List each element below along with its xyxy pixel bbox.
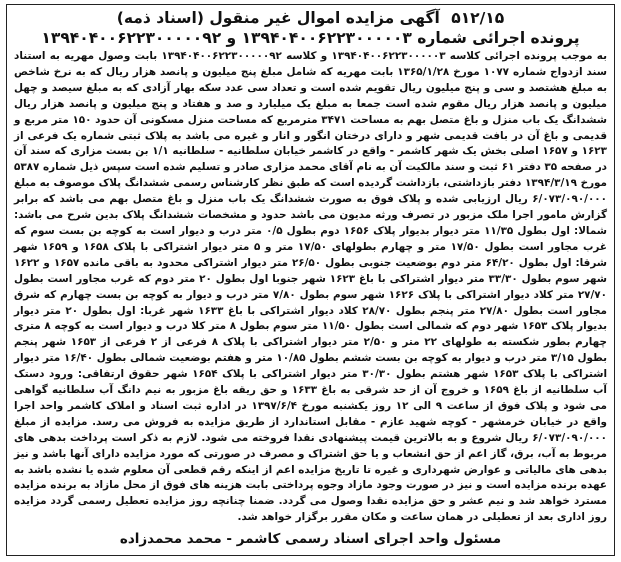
signature-line: مسئول واحد اجرای اسناد رسمی کاشمر - محمد محمدزاده (119, 531, 502, 548)
notice-number: ۵۱۲/۱۵ (451, 9, 505, 27)
notice-heading (14, 8, 607, 28)
notice-body: به موجب پرونده اجرائی کلاسه ۱۳۹۴۰۴۰۰۶۲۲۳۰۰۰۰۰۳ و کلاسه ۱۳۹۴۰۴۰۰۶۲۲۳۰۰۰۰۰۹۲ بابت وصول مهریه به استناد سند ازدواج شماره ۱۰۷۷ مورخ ۱۳۶۵/۱/۲۸ بابت مهریه که شامل مبلغ پنج میلیون و پانصد هزار ریال که به نرخ شاخص به مبلغ هشتصد و سی و پنج میلیون ریال تقویم شده است و تعداد سی عدد سکه بهار آزادی که به مبلغ سیصد و چهل میلیون و پانصد هزار ریال مقوم شده است جمعا به مبلغ یک میلیارد و صد و هفتاد و پنج میلیون و پانصد هزار ریال ششدانگ یک باب منزل و باغ متصل بهم به مساحت ۳۴۷۱ مترمربع که مساحت منزل مسکونی آن حدود ۱۵۰ متر مربع و قدیمی و باغ آن در بافت قدیمی شهر و دارای درختان انگور و انار و غیره می باشد به پلاک ثبتی شماره یک فرعی از ۱۶۲۳ و ۱۶۵۷ اصلی بخش یک شهر کاشمر - واقع در کاشمر خیابان سلطانیه - سلطانیه ۱/۱ بن بست مزاری که سند آن در صفحه ۳۵ دفتر ۶۱ ثبت و سند مالکیت آن به نام آقای محمد مزاری صادر و تسلیم شده است سپس ذیل شماره ۵۳۸۷ مورخ ۱۳۹۴/۳/۱۹ دفتر بازداشتی، بازداشت گردیده است که طبق نظر کارشناس رسمی ششدانگ پلاک موصوف به مبلغ ۶/۰۷۳/۰۹۰/۰۰۰ ریال ارزیابی شده و پلاک فوق به صورت ششدانگ یک باب منزل و باغ متصل بهم می باشد که برابر گزارش مامور اجرا ملک مزبور در تصرف ورثه مدیون می باشد حدود و مشخصات ششدانگ پلاک بدین شرح می باشد: شمالا: اول بطول ۱۱/۳۵ متر دیوار بدیوار پلاک ۱۶۵۶ دوم بطول ۰/۵ متر درب و دیوار است به کوچه بن بست سوم که غرب مجاور است بطول ۱۷/۵۰ متر و چهارم بطولهای ۱۷/۵۰ متر و ۵ متر دیوار اشتراکی با پلاک ۱۶۵۸ و ۱۶۵۹ شهر شرقا: اول بطول ۶۴/۲۰ متر دوم بوضعیت جنوبی بطول ۲۶/۵۰ متر دیوار اشتراکی محدود به باقی مانده ۱۶۵۷ و ۱۶۲۲ شهر سوم بطول ۳۳/۳۰ متر دیوار اشتراکی با باغ ۱۶۲۳ شهر جنوبا اول بطول ۲۰ متر دوم که غرب مجاور است بطول ۲۷/۷۰ متر کلاد دیوار اشتراکی با پلاک ۱۶۲۶ شهر سوم بطول ۷/۸۰ متر درب و دیوار به کوچه بن بست چهارم که شرق مجاور است بطول ۲۷/۸۰ متر پنجم بطول ۲۸/۷۰ کلاد دیوار اشتراکی با باغ ۱۶۳۳ شهر غربا: اول بطول ۲۰ متر دیوار بدیوار پلاک ۱۶۵۳ شهر دوم که شمالی است بطول ۱۱/۵۰ متر سوم بطول ۸ متر کلا درب و دیوار است به کوچه ۸ متری چهارم بطور شکسته به طولهای ۲۲ متر و ۲/۵۰ متر دیوار اشتراکی با پلاک ۸ فرعی از ۲ فرعی از ۱۶۵۳ شهر پنجم بطول ۳/۱۵ متر درب و دیوار به کوچه بن بست ششم بطول ۱۰/۸۵ متر و هفتم بوضعیت شمالی بطول ۱۶/۴۰ متر دیوار اشتراکی با پلاک ۱۶۵۳ شهر هشتم بطول ۳۰/۳۰ متر دیوار اشتراکی با پلاک ۱۶۵۴ شهر حقوق ارتفاقی: ورود دستک آب سلطانیه از باغ ۱۶۵۹ و خروج آن از حد شرقی به باغ ۱۶۳۳ و حق ریقه باغ مزبور به نیم دانگ آب سلطانیه گواهی می شود و پلاک فوق از ساعت ۹ الی ۱۲ روز یکشنبه مورخ ۱۳۹۷/۶/۴ در اداره ثبت اسناد و املاک کاشمر واحد اجرا واقع در خیابان خرمشهر - کوچه شهید عازم - مقابل استاندارد از طریق مزایده به فروش می رسد. مزایده از مبلغ ۶/۰۷۳/۰۹۰/۰۰۰ ریال شروع و به بالاترین قیمت پیشنهادی نقدا فروخته می شود. لازم به ذکر است پرداخت بدهی های مربوط به آب، برق، گاز اعم از حق انشعاب و یا حق اشتراک و مصرف در صورتی که مورد مزایده دارای آنها باشد و نیز بدهی های مالیاتی و عوارض شهرداری و غیره تا تاریخ مزایده اعم از اینکه رقم قطعی آن معلوم شده یا نشده باشد به عهده برنده مزایده است و نیز در صورت وجود مازاد وجوه پرداختی بابت هزینه های فوق از محل مازاد به برنده مزایده مسترد خواهد شد و نیم عشر و حق مزایده نقدا وصول می گردد. ضمنا چنانچه روز مزایده تعطیل رسمی گردد مزایده روز اداری بعد از تعطیلی در همان ساعت و مکان مقرر برگزار خواهد شد. (14, 50, 608, 524)
notice-title: آگهی مزایده اموال غیر منقول (اسناد ذمه) (116, 9, 440, 27)
file-number-line: پرونده اجرائی شماره ۱۳۹۴۰۴۰۰۶۲۲۳۰۰۰۰۰۳ و ۱۳۹۴۰۴۰۰۶۲۲۳۰۰۰۰۰۹۲ (41, 29, 580, 47)
auction-notice (6, 4, 615, 556)
